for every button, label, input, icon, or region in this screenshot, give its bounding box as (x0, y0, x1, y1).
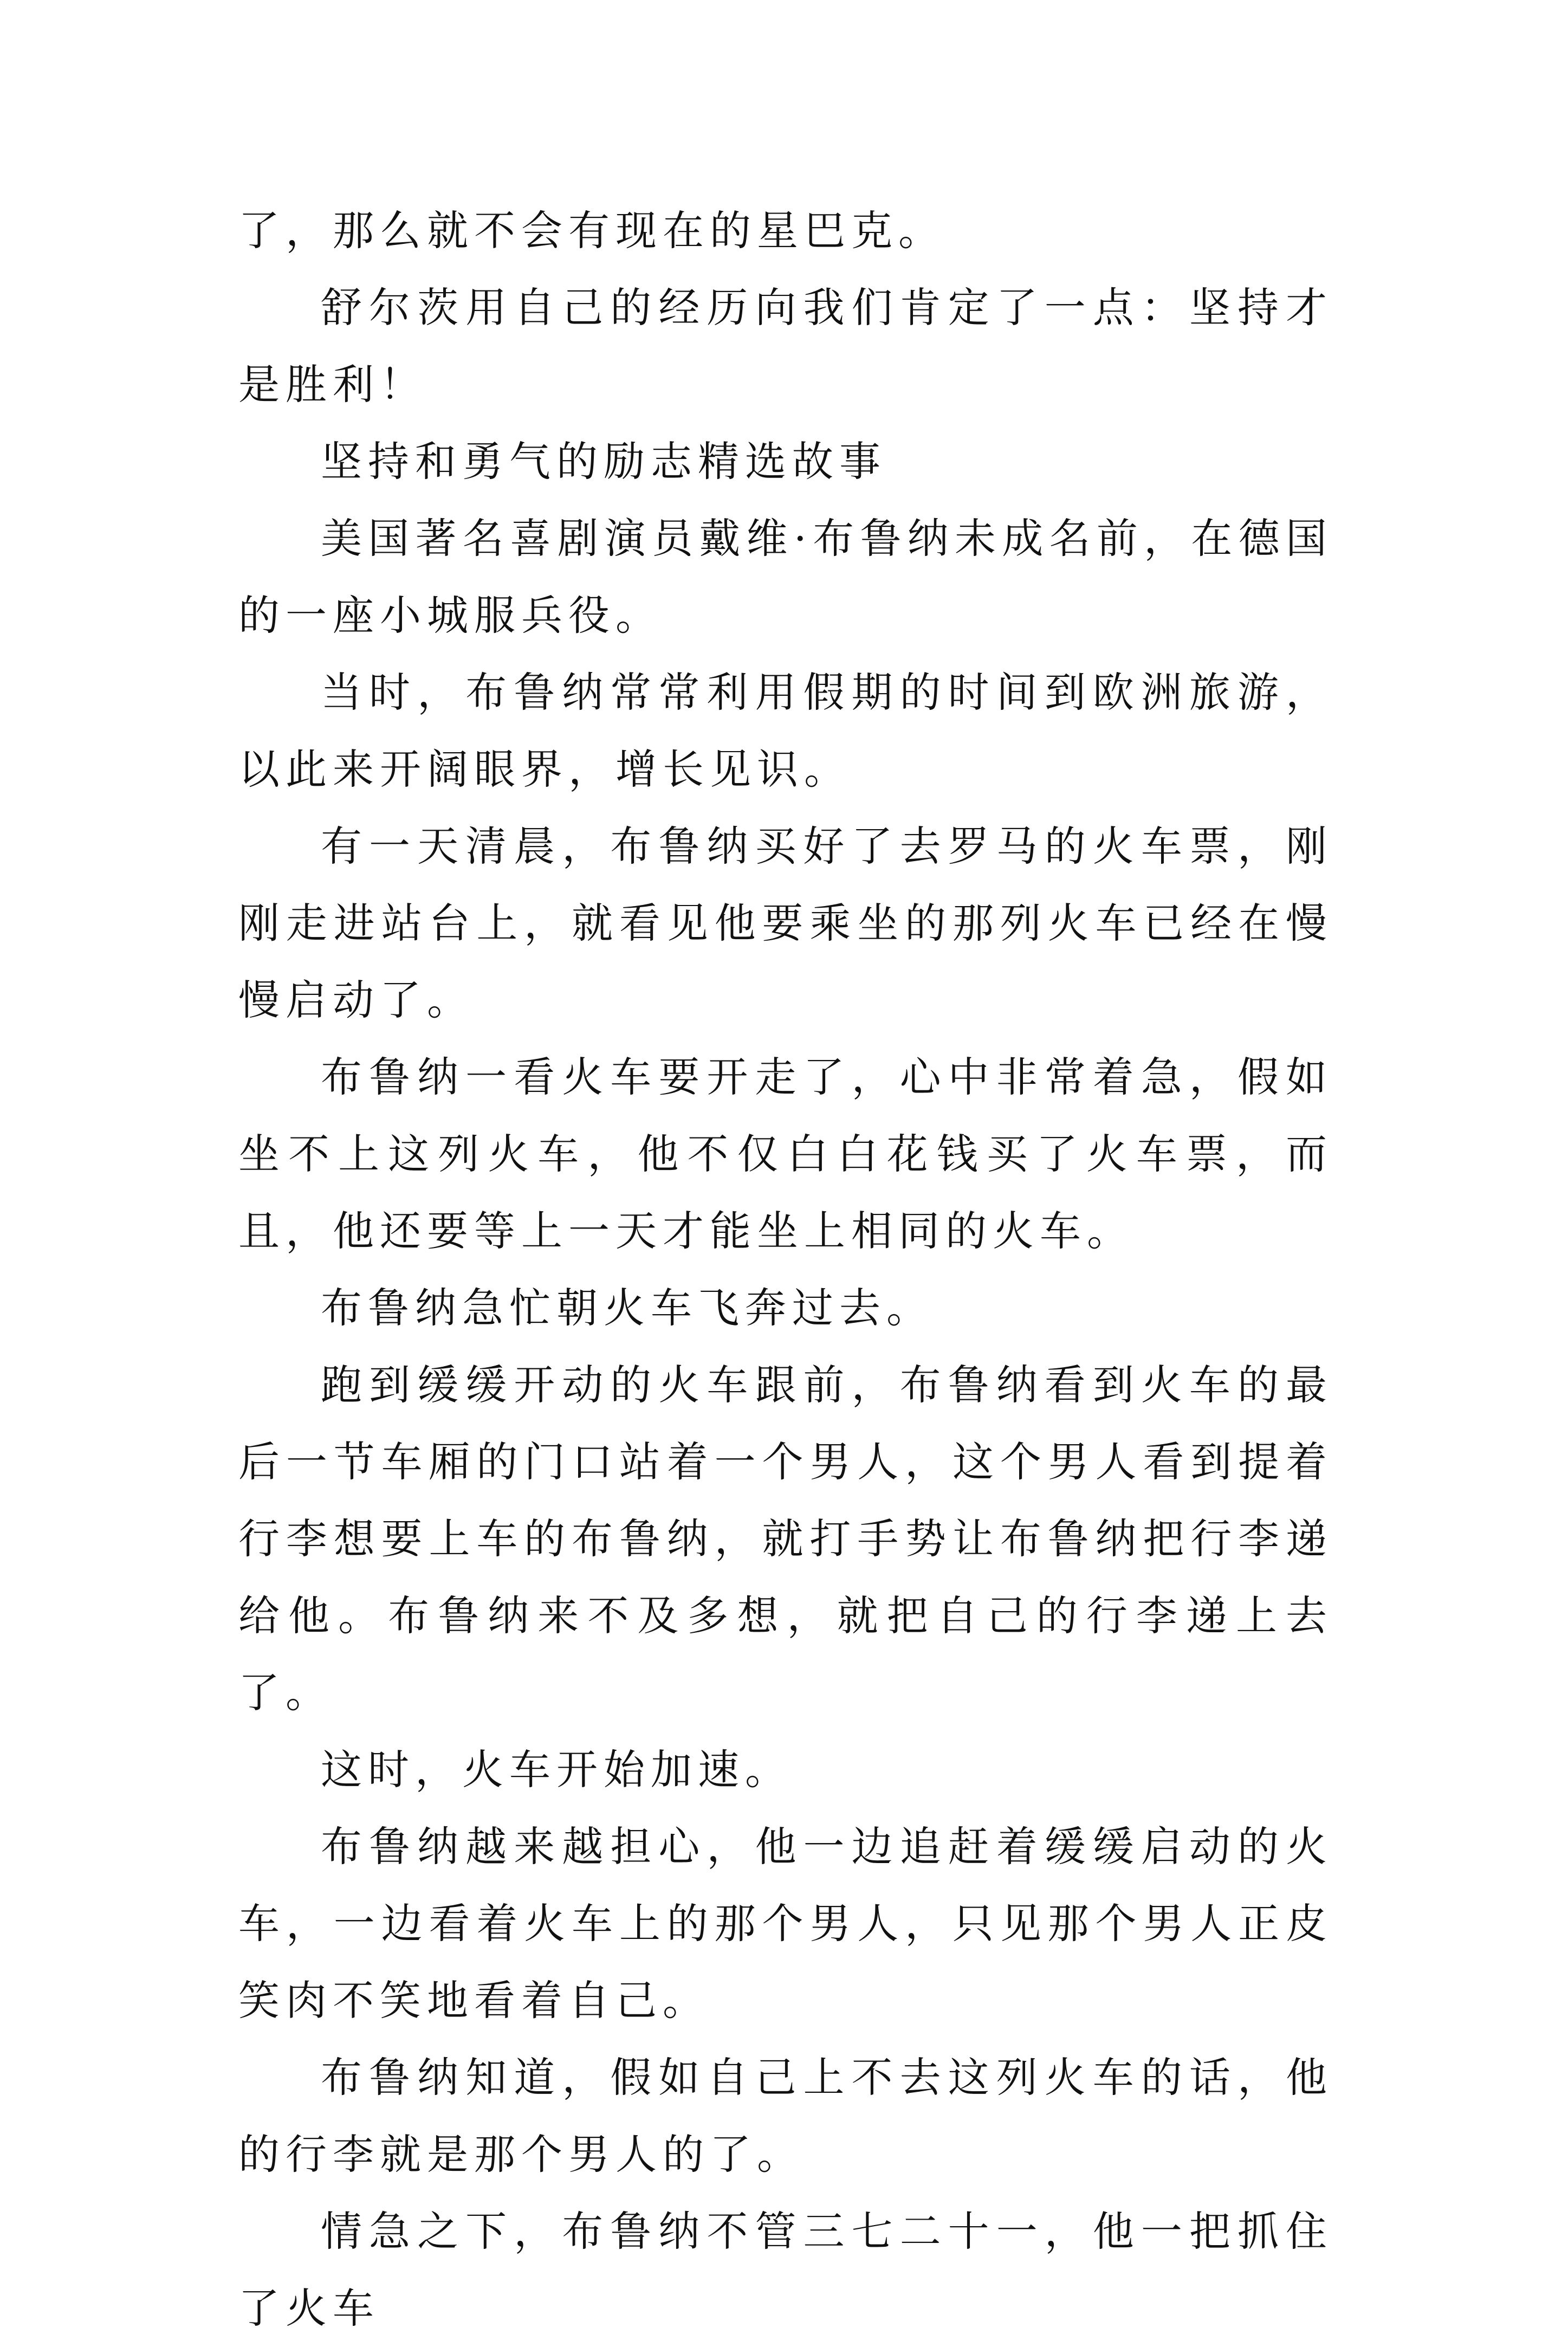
paragraph: 了，那么就不会有现在的星巴克。 (238, 206, 945, 255)
paragraph: 跑到缓缓开动的火车跟前，布鲁纳看到火车的最后一节车厢的门口站着一个男人，这个男人看到提着行李想要上车的布鲁纳，就打手势让布鲁纳把行李递给他。布鲁纳来不及多想，就把自己的行李递上去了。 (238, 1361, 1333, 1717)
section-heading: 坚持和勇气的励志精选故事 (321, 437, 886, 486)
paragraph: 有一天清晨，布鲁纳买好了去罗马的火车票，刚刚走进站台上，就看见他要乘坐的那列火车已经在慢慢启动了。 (238, 822, 1333, 1024)
paragraph: 当时，布鲁纳常常利用假期的时间到欧洲旅游，以此来开阔眼界，增长见识。 (238, 668, 1333, 793)
paragraph: 舒尔茨用自己的经历向我们肯定了一点：坚持才是胜利！ (238, 283, 1333, 409)
paragraph: 情急之下，布鲁纳不管三七二十一，他一把抓住了火车 (238, 2207, 1333, 2332)
paragraph: 美国著名喜剧演员戴维·布鲁纳未成名前，在德国的一座小城服兵役。 (238, 514, 1333, 639)
paragraph: 布鲁纳一看火车要开走了，心中非常着急，假如坐不上这列火车，他不仅白白花钱买了火车票，而且，他还要等上一天才能坐上相同的火车。 (238, 1053, 1333, 1255)
paragraph: 布鲁纳越来越担心，他一边追赶着缓缓启动的火车，一边看着火车上的那个男人，只见那个男人正皮笑肉不笑地看着自己。 (238, 1822, 1333, 2025)
paragraph: 布鲁纳急忙朝火车飞奔过去。 (321, 1284, 934, 1332)
document-body (238, 192, 1333, 2347)
paragraph: 这时，火车开始加速。 (321, 1745, 792, 1794)
paragraph: 布鲁纳知道，假如自己上不去这列火车的话，他的行李就是那个男人的了。 (238, 2053, 1333, 2178)
